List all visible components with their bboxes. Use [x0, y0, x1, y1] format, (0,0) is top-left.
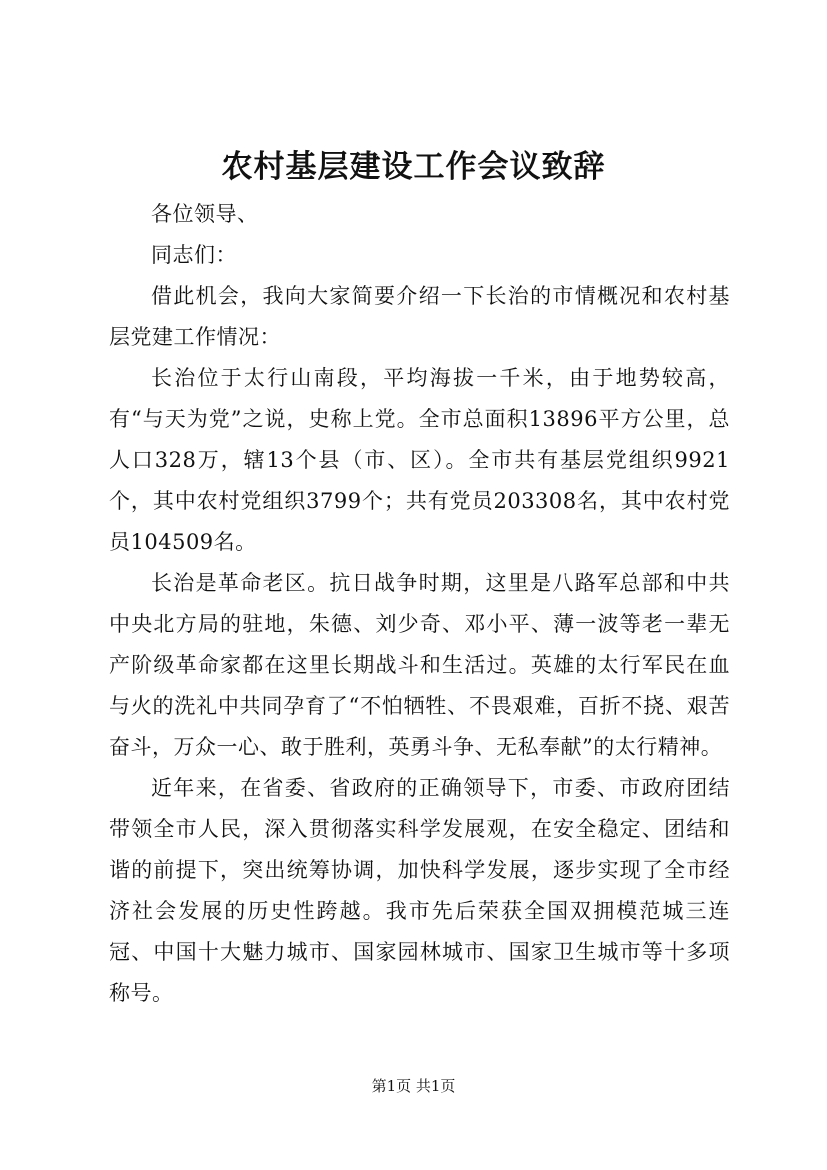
paragraph: 近年来，在省委、省政府的正确领导下，市委、市政府团结带领全市人民，深入贯彻落实科学发展观，在安全稳定、团结和谐的前提下，突出统筹协调，加快科学发展，逐步实现了全市经济社会发展的历史性跨越。我市先后荣获全国双拥模范城三连冠、中国十大魅力城市、国家园林城市、国家卫生城市等十多项称号。	[109, 776, 730, 1005]
paragraph: 借此机会，我向大家简要介绍一下长治的市情概况和农村基层党建工作情况：	[109, 284, 730, 349]
paragraph: 长治位于太行山南段，平均海拔一千米，由于地势较高，有“与天为党”之说，史称上党。全市总面积13896平方公里，总人口328万，辖13个县（市、区）。全市共有基层党组织9921个，其中农村党组织3799个；共有党员203308名，其中农村党员104509名。	[109, 366, 730, 554]
document-title: 农村基层建设工作会议致辞	[221, 149, 606, 185]
document-body	[109, 194, 730, 1014]
greeting-line: 同志们：	[151, 243, 237, 267]
page-footer: 第1页 共1页	[371, 1077, 456, 1095]
paragraph: 长治是革命老区。抗日战争时期，这里是八路军总部和中共中央北方局的驻地，朱德、刘少奇、邓小平、薄一波等老一辈无产阶级革命家都在这里长期战斗和生活过。英雄的太行军民在血与火的洗礼中共同孕育了“不怕牺牲、不畏艰难，百折不挠、艰苦奋斗，万众一心、敢于胜利，英勇斗争、无私奉献”的太行精神。	[109, 571, 730, 759]
greeting-line: 各位领导、	[151, 202, 259, 226]
